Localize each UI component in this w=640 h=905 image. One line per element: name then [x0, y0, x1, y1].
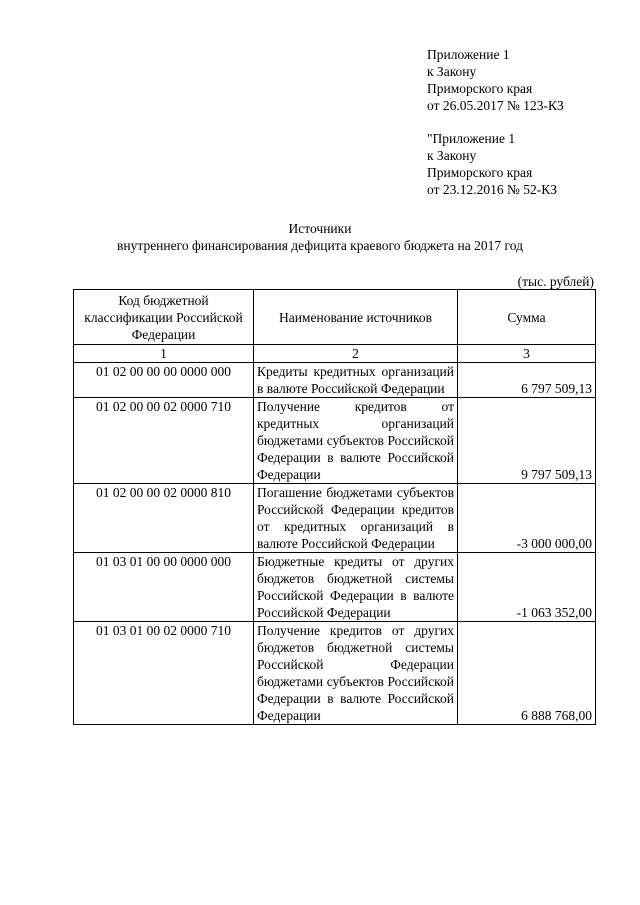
- row-sum: -1 063 352,00: [458, 553, 596, 622]
- table-row: [74, 398, 596, 484]
- column-number: 1: [74, 345, 254, 363]
- table-row: [74, 363, 596, 398]
- title-line-1: Источники: [288, 221, 352, 236]
- row-name-text: Бюджетные кредиты от других бюджетов бюджетной системы Российской Федерации в валюте Российской Федерации: [257, 554, 454, 620]
- units-label: (тыс. рублей): [517, 274, 594, 289]
- appendix-original-block: [427, 130, 627, 198]
- header-name: Наименование источников: [254, 290, 458, 345]
- appendix-line: от 23.12.2016 № 52-КЗ: [427, 182, 557, 197]
- row-sum: 9 797 509,13: [458, 398, 596, 484]
- row-code: 01 02 00 00 02 0000 710: [74, 398, 254, 484]
- appendix-line: Приложение 1: [427, 47, 510, 62]
- table-row: [74, 553, 596, 622]
- header-sum: Сумма: [458, 290, 596, 345]
- row-name-text: Погашение бюджетами субъектов Российской Федерации кредитов от кредитных организаций в валюте Российской Федерации: [257, 485, 454, 551]
- header-code: Код бюджетной классификации Российской Федерации: [74, 290, 254, 345]
- row-code: 01 02 00 00 02 0000 810: [74, 484, 254, 553]
- appendix-line: "Приложение 1: [427, 131, 516, 146]
- row-name: [254, 622, 458, 725]
- row-sum: -3 000 000,00: [458, 484, 596, 553]
- financing-sources-table: [73, 289, 596, 725]
- appendix-line: от 26.05.2017 № 123-КЗ: [427, 98, 564, 113]
- row-sum: 6 797 509,13: [458, 363, 596, 398]
- row-name-text: Кредиты кредитных организаций в валюте Российской Федерации: [257, 364, 454, 396]
- row-name: [254, 363, 458, 398]
- table-header-row: [74, 290, 596, 345]
- appendix-line: Приморского края: [427, 81, 533, 96]
- table-row: [74, 484, 596, 553]
- row-name: [254, 484, 458, 553]
- row-code: 01 02 00 00 00 0000 000: [74, 363, 254, 398]
- appendix-current-block: [427, 46, 627, 114]
- row-sum: 6 888 768,00: [458, 622, 596, 725]
- document-title: [0, 220, 640, 254]
- row-code: 01 03 01 00 00 0000 000: [74, 553, 254, 622]
- column-number: 2: [254, 345, 458, 363]
- column-number-row: [74, 345, 596, 363]
- row-name-text: Получение кредитов от других бюджетов бюджетной системы Российской Федерации бюджетами субъектов Российской Федерации в валюте Российской Федерации: [257, 623, 454, 723]
- table-row: [74, 622, 596, 725]
- title-line-2: внутреннего финансирования дефицита краевого бюджета на 2017 год: [117, 238, 523, 253]
- row-name-text: Получение кредитов от кредитных организаций бюджетами субъектов Российской Федерации в валюте Российской Федерации: [257, 399, 454, 482]
- row-name: [254, 398, 458, 484]
- row-name: [254, 553, 458, 622]
- row-code: 01 03 01 00 02 0000 710: [74, 622, 254, 725]
- appendix-line: к Закону: [427, 64, 477, 79]
- appendix-line: Приморского края: [427, 165, 533, 180]
- appendix-line: к Закону: [427, 148, 477, 163]
- column-number: 3: [458, 345, 596, 363]
